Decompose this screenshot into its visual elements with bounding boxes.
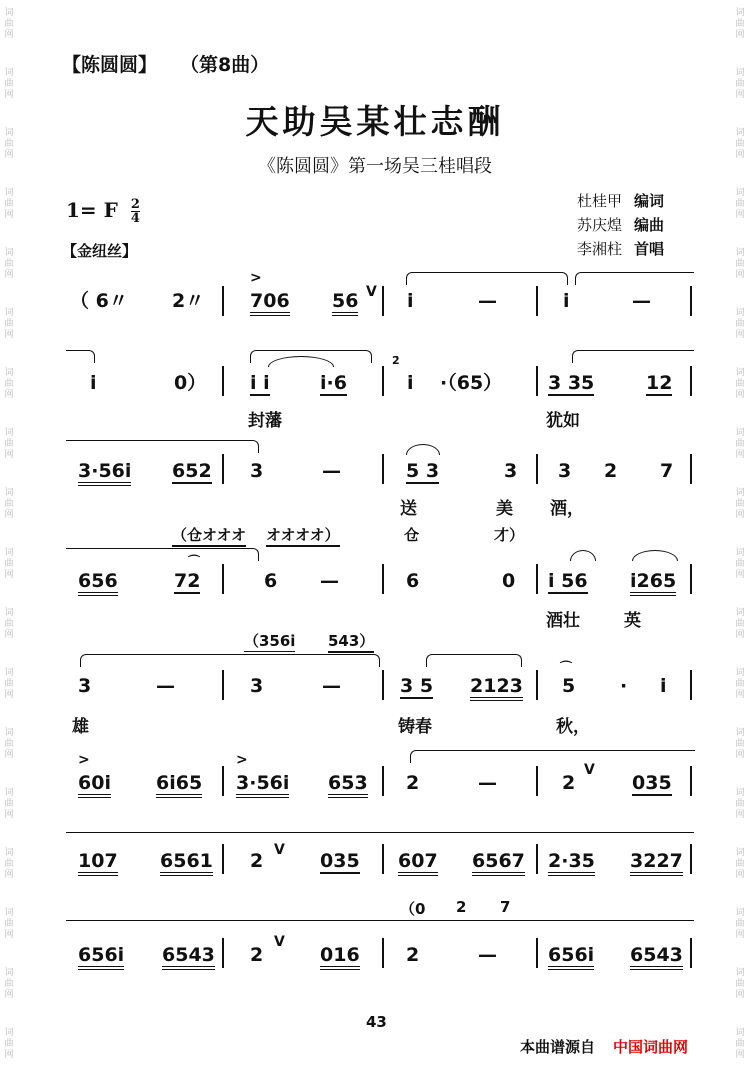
note-group: 107 [78,850,118,876]
note-group: 656i [548,944,594,970]
phrase-bracket [572,350,694,363]
note-group: 6 [264,570,278,592]
time-signature: $\frac{2}{4}$ [130,197,140,226]
barline [222,286,224,316]
barline [382,564,384,594]
note-group: — [322,460,341,482]
breath-mark: V [274,934,285,950]
key-signature: 1= F $\frac{2}{4}$ [66,197,140,226]
accent-mark: > [78,752,90,768]
note-group: 3 [504,460,518,482]
note-group: 6i65 [156,772,202,798]
opera-tag: 【陈圆圆】 [62,54,158,76]
barline [690,938,692,968]
watermark-left-4: 词曲网 [4,188,14,220]
note-group: 3·56i [236,772,289,798]
watermark-left-2: 词曲网 [4,68,14,100]
note-group: 035 [320,850,360,872]
percussion-text: 2 [456,898,467,916]
barline [382,938,384,968]
page-subtitle: 《陈圆圆》第一场吴三桂唱段 [258,156,492,177]
lyric: 酒壮 [546,611,580,631]
note-group: i [90,372,97,394]
barline [690,766,692,796]
credit-singer: 李湘柱 首唱 [577,240,665,258]
watermark-left-10: 词曲网 [4,548,14,580]
note-group: 656i [78,944,124,970]
accent-mark: > [236,752,248,768]
phrase-bracket [66,548,259,561]
barline [382,766,384,796]
note-group: 3227 [630,850,683,876]
note-group: 3·56i [78,460,131,486]
note-group: i [407,290,414,312]
note-group: 2 [250,850,264,872]
fermata-mark: ⌒ [560,660,573,674]
watermark-left-12: 词曲网 [4,668,14,700]
percussion-text: 7 [500,898,511,916]
note-group: 12 [646,372,673,394]
percussion-text: オオオオ） [266,524,340,547]
barline [690,286,692,316]
phrase-bracket [66,920,694,933]
watermark-right-12: 词曲网 [735,668,745,700]
barline [536,286,538,316]
note-group: 3 [250,675,264,697]
watermark-right-6: 词曲网 [735,308,745,340]
percussion-text: （356i [244,630,295,655]
barline [690,564,692,594]
lyric: 封藩 [248,411,282,431]
percussion-text: （仓オオオ [172,524,246,547]
note-group: · [620,675,628,697]
note-group: — [322,675,341,697]
note-group: i [407,372,414,394]
note-group: 653 [328,772,368,798]
note-group: 3 35 [548,372,595,394]
note-group: 6543 [162,944,215,970]
note-group: — [478,772,497,794]
barline [536,564,538,594]
barline [690,366,692,396]
page-number: 43 [366,1013,387,1031]
note-group: i265 [630,570,676,596]
note-group: 6561 [160,850,213,876]
note-group: 652 [172,460,212,482]
watermark-left-15: 词曲网 [4,848,14,880]
lyric: 秋， [556,717,590,737]
watermark-right-14: 词曲网 [735,788,745,820]
watermark-right-17: 词曲网 [735,968,745,1000]
lyric: 英 [624,611,641,631]
note-group: 016 [320,944,360,970]
watermark-left-13: 词曲网 [4,728,14,760]
lyric: 送 [400,499,417,519]
note-group: 035 [632,772,672,794]
note-group: 706 [250,290,290,316]
barline [536,938,538,968]
watermark-left-6: 词曲网 [4,308,14,340]
note-group: （ 6〃 [70,290,128,312]
tune-tag: （第8曲） [180,54,270,76]
note-group: 3 [558,460,572,482]
watermark-right-13: 词曲网 [735,728,745,760]
note-group: 2123 [470,675,523,701]
watermark-right-15: 词曲网 [735,848,745,880]
accent-mark: > [250,270,262,286]
watermark-left-11: 词曲网 [4,608,14,640]
watermark-left-5: 词曲网 [4,248,14,280]
phrase-bracket [406,272,568,285]
note-group: 2〃 [172,290,205,312]
note-group: 56 [332,290,358,316]
watermark-left-14: 词曲网 [4,788,14,820]
percussion-text: 仓 [404,526,420,544]
percussion-text: 才） [494,526,525,544]
credit-composer: 苏庆煌 编曲 [577,216,665,234]
note-group: 5 3 [406,460,440,482]
source-credit [520,1036,688,1057]
note-group: 2·35 [548,850,595,876]
barline [222,938,224,968]
barline [222,670,224,700]
watermark-right-7: 词曲网 [735,368,745,400]
lyric: 犹如 [546,411,580,431]
percussion-text: 543） [328,630,374,653]
note-group: 3 [78,675,92,697]
barline [382,454,384,484]
note-group: 0 [502,570,516,592]
barline [222,366,224,396]
barline [222,454,224,484]
note-group: i·6 [320,372,347,394]
percussion-text: （0 [400,900,426,918]
barline [690,844,692,874]
watermark-left-9: 词曲网 [4,488,14,520]
note-group: i i [250,372,270,394]
watermark-right-4: 词曲网 [735,188,745,220]
note-group: 656 [78,570,118,596]
note-group: i [563,290,570,312]
phrase-bracket [66,350,95,363]
barline [382,366,384,396]
watermark-left-3: 词曲网 [4,128,14,160]
note-group: i [660,675,667,697]
note-group: 2 [406,944,420,966]
watermark-right-18: 词曲网 [735,1028,745,1060]
watermark-right-3: 词曲网 [735,128,745,160]
note-group: 2 [562,772,576,794]
note-group: 607 [398,850,438,876]
tie-arc [406,444,440,455]
phrase-bracket [80,654,380,667]
note-group: i 56 [548,570,588,592]
grace-note: 2̇ [392,354,400,367]
barline [222,564,224,594]
barline [536,670,538,700]
watermark-left-7: 词曲网 [4,368,14,400]
note-group: 6 [406,570,420,592]
fermata-mark: ⌒ [188,554,201,568]
watermark-left-18: 词曲网 [4,1028,14,1060]
note-group: ·（65） [440,372,503,394]
note-group: 2 [406,772,420,794]
barline [382,844,384,874]
note-group: — [632,290,651,312]
phrase-bracket [426,654,522,667]
phrase-bracket [575,272,694,285]
note-group: 60i [78,772,111,798]
watermark-left-1: 词曲网 [4,8,14,40]
watermark-right-9: 词曲网 [735,488,745,520]
barline [536,844,538,874]
watermark-left-17: 词曲网 [4,968,14,1000]
barline [536,366,538,396]
note-group: 2 [250,944,264,966]
source-label: 本曲谱源自 [520,1038,596,1056]
note-group: — [156,675,175,697]
lyric: 酒， [550,499,584,519]
watermark-right-1: 词曲网 [735,8,745,40]
phrase-bracket [66,440,259,453]
lyric: 美 [496,499,513,519]
barline [222,766,224,796]
barline [690,670,692,700]
barline [382,670,384,700]
barline [222,844,224,874]
page-title: 天助吴某壮志酬 [245,102,505,141]
note-group: — [478,944,497,966]
note-group: 72 [174,570,201,592]
note-group: — [320,570,339,592]
breath-mark: V [584,762,595,778]
note-group: 6567 [472,850,525,876]
lyric: 雄 [72,717,89,737]
watermark-left-8: 词曲网 [4,428,14,460]
barline [690,454,692,484]
note-group: 7 [660,460,674,482]
source-site-link[interactable]: 中国词曲网 [613,1038,689,1056]
note-group: 3 [250,460,264,482]
watermark-left-16: 词曲网 [4,908,14,940]
note-group: 2 [604,460,618,482]
tie-arc [632,550,678,561]
note-group: 3 5 [400,675,434,697]
credit-lyricist: 杜桂甲 编词 [577,192,665,210]
breath-mark: V [366,284,377,300]
lyric: 铸春 [398,717,432,737]
barline [382,286,384,316]
note-group: 6543 [630,944,683,970]
breath-mark: V [274,842,285,858]
watermark-right-10: 词曲网 [735,548,745,580]
watermark-right-16: 词曲网 [735,908,745,940]
phrase-bracket [410,750,695,763]
note-group: 0） [174,372,207,394]
watermark-right-11: 词曲网 [735,608,745,640]
phrase-bracket [66,832,694,845]
watermark-right-2: 词曲网 [735,68,745,100]
barline [536,454,538,484]
note-group: 5 [562,675,576,697]
tone-tag: 【金纽丝】 [62,242,138,260]
note-group: — [478,290,497,312]
tie-arc [570,550,596,561]
barline [536,766,538,796]
watermark-right-8: 词曲网 [735,428,745,460]
watermark-right-5: 词曲网 [735,248,745,280]
